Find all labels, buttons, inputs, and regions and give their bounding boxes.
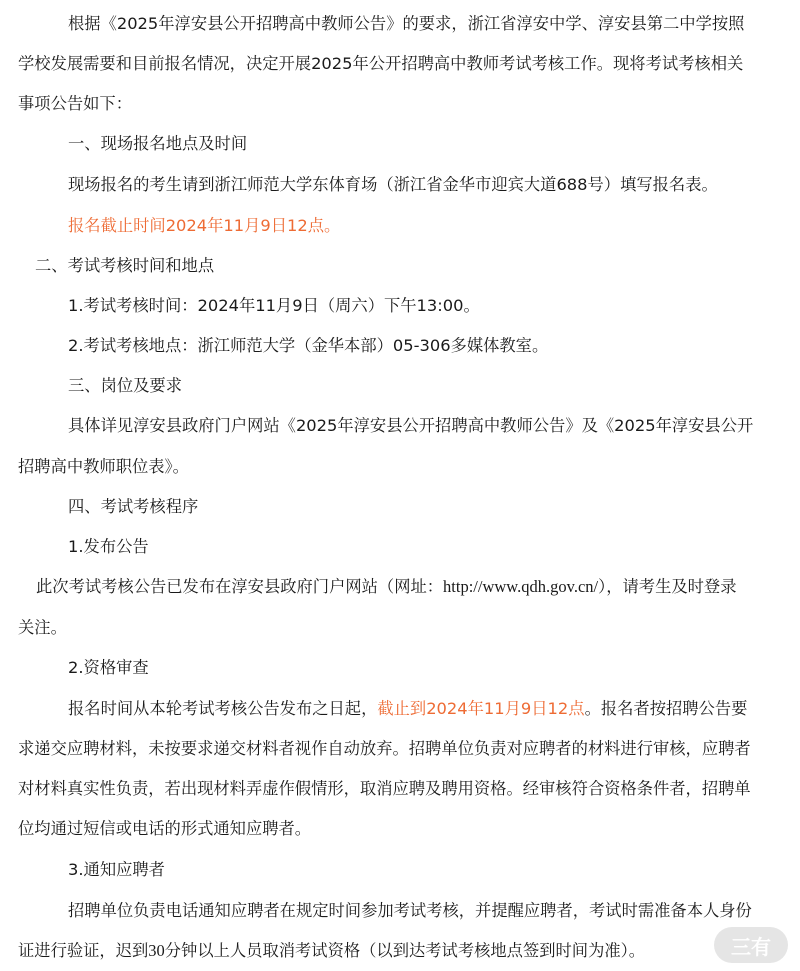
review-paragraph-line-1 (68, 697, 788, 721)
notify-paragraph-line-2 (18, 939, 788, 963)
intro-line-1: 根据《2025年淳安县公开招聘高中教师公告》的要求，浙江省淳安中学、淳安县第二中学按照 (68, 14, 745, 33)
notify-paragraph-line-1: 招聘单位负责电话通知应聘者在规定时间参加考试考核，并提醒应聘者，考试时需准备本人身份 (68, 901, 752, 920)
publish-text-a: 此次考试考核公告已发布在淳安县政府门户网站（网址： (36, 577, 444, 596)
publish-paragraph-line-2: 关注。 (18, 618, 67, 637)
registration-deadline: 报名截止时间2024年11月9日12点。 (68, 216, 341, 235)
subsection-1-title: 1.发布公告 (68, 537, 149, 556)
review-paragraph-line-4: 位均通过短信或电话的形式通知应聘者。 (18, 819, 312, 838)
section-1-paragraph: 现场报名的考生请到浙江师范大学东体育场（浙江省金华市迎宾大道688号）填写报名表。 (68, 175, 718, 194)
watermark-logo: 三有 (714, 927, 788, 963)
section-2-title: 二、考试考核时间和地点 (35, 256, 215, 275)
section-1-title: 一、现场报名地点及时间 (68, 134, 248, 153)
intro-line-2: 学校发展需要和目前报名情况，决定开展2025年公开招聘高中教师考试考核工作。现将考试考核相关 (18, 54, 744, 73)
section-3-line-2: 招聘高中教师职位表》。 (18, 457, 189, 476)
exam-time: 1.考试考核时间：2024年11月9日（周六）下午13:00。 (68, 296, 480, 315)
subsection-3-title: 3.通知应聘者 (68, 860, 165, 879)
publish-paragraph-line-1 (36, 575, 800, 599)
subsection-2-title: 2.资格审查 (68, 658, 149, 677)
review-deadline: 截止到2024年11月9日12点 (377, 699, 585, 718)
publish-text-b: ），请考生及时登录 (598, 577, 737, 596)
exam-location: 2.考试考核地点：浙江师范大学（金华本部）05-306多媒体教室。 (68, 336, 549, 355)
review-text-a: 报名时间从本轮考试考核公告发布之日起， (68, 699, 378, 718)
review-paragraph-line-2: 求递交应聘材料，未按要求递交材料者视作自动放弃。招聘单位负责对应聘者的材料进行审核，应聘者 (18, 739, 751, 758)
review-text-b: 。报名者按招聘公告要 (584, 699, 748, 718)
section-4-title: 四、考试考核程序 (68, 497, 199, 516)
review-paragraph-line-3: 对材料真实性负责，若出现材料弄虚作假情形，取消应聘及聘用资格。经审核符合资格条件者，招聘单 (18, 779, 751, 798)
notify-text-a: 证进行验证，迟到 (18, 941, 149, 960)
intro-line-3: 事项公告如下： (18, 94, 132, 113)
section-3-line-1: 具体详见淳安县政府门户网站《2025年淳安县公开招聘高中教师公告》及《2025年淳安县公开 (68, 416, 754, 435)
notify-text-b: 分钟以上人员取消考试资格（以到达考试考核地点签到时间为准）。 (164, 941, 646, 960)
website-url-link[interactable]: http://www.qdh.gov.cn/ (443, 577, 599, 596)
section-3-title: 三、岗位及要求 (68, 376, 182, 395)
late-minutes: 30 (148, 941, 165, 960)
